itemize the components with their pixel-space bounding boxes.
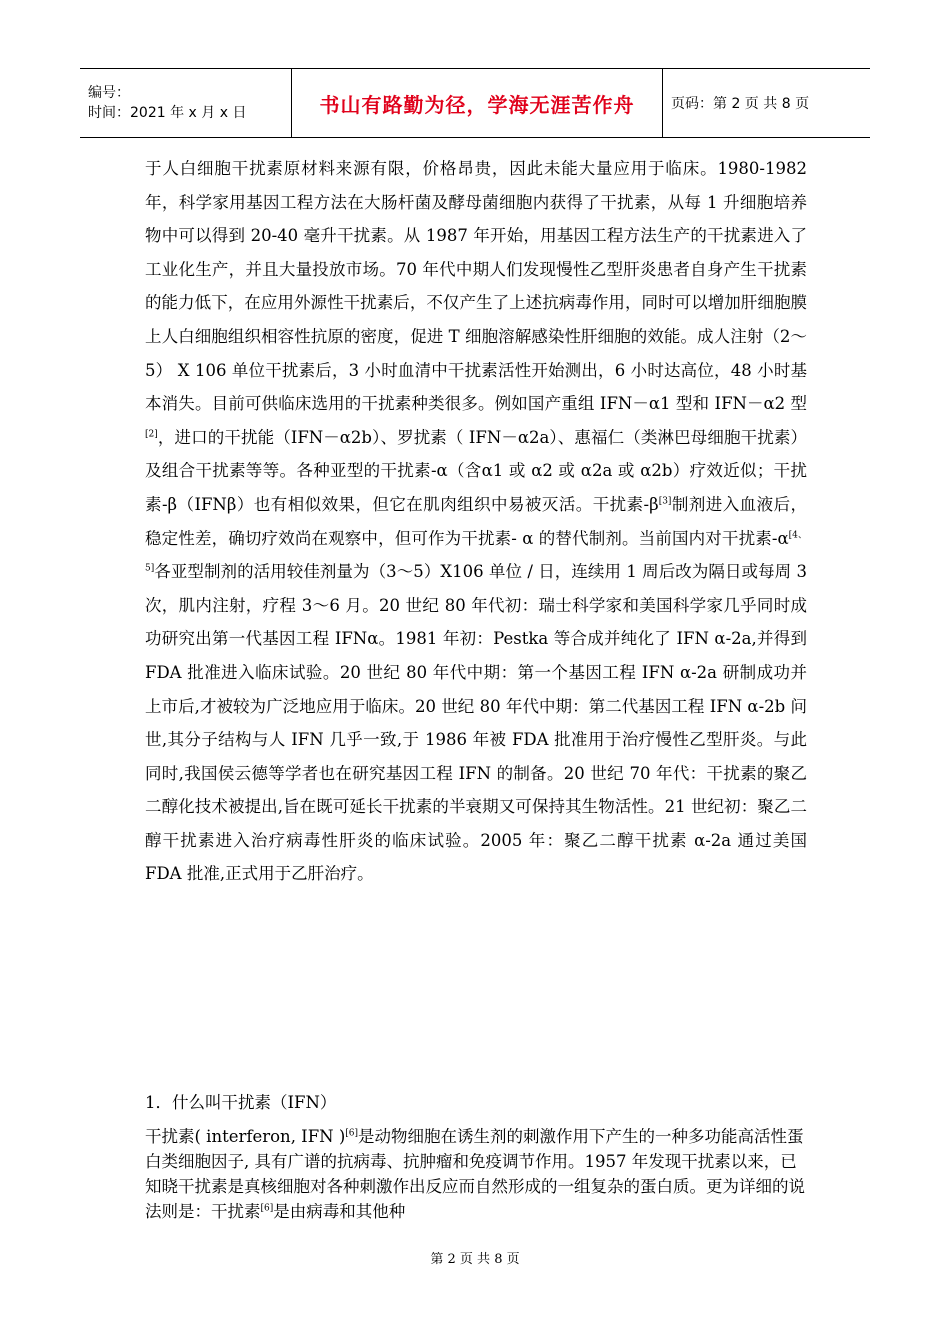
para2-part-b: 是动物细胞在诱生剂的刺激作用下产生的一种多功能高活性蛋白类细胞因子, 具有广谱的抗病毒、抗肿瘤和免疫调节作用。1957 年发现干扰素以来，已知晓干扰素是真核细胞对各种刺激作出反应而自然形成的一组复杂的蛋白质。更为详细的说法则是：干扰素 (145, 1127, 805, 1221)
definition-paragraph (145, 1124, 807, 1224)
number-label: 编号： (88, 85, 130, 101)
para1-part-c: 制剂进入血液后，稳定性差，确切疗效尚在观察中，但可作为干扰素- α 的替代制剂。当前国内对干扰素-α (145, 494, 808, 548)
page-header (80, 68, 870, 138)
main-paragraph (145, 152, 807, 891)
para2-part-c: 是由病毒和其他种 (273, 1202, 406, 1221)
para1-part-d: 各亚型制剂的活用较佳剂量为（3～5）X106 单位 / 日，连续用 1 周后改为隔日或每周 3 次，肌内注射，疗程 3～6 月。20 世纪 80 年代初：瑞士科学家和美国科学家几乎同时成功研究出第一代基因工程 IFNα。1981 年初：Pestka 等合成并纯化了 IFN α-2a,并得到 FDA 批准进入临床试验。20 世纪 80 年代中期：第一个基因工程 IFN α-2a 研制成功并上市后,才被较为广泛地应用于临床。20 世纪 80 年代中期：第二代基因工程 IFN α-2b 问世,其分子结构与人 IFN 几乎一致,于 1986 年被 FDA 批准用于治疗慢性乙型肝炎。与此同时,我国侯云德等学者也在研究基因工程 IFN 的制备。20 世纪 70 年代：干扰素的聚乙二醇化技术被提出,旨在既可延长干扰素的半衰期又可保持其生物活性。21 世纪初：聚乙二醇干扰素进入治疗病毒性肝炎的临床试验。2005 年：聚乙二醇干扰素 α-2a 通过美国 FDA 批准,正式用于乙肝治疗。 (145, 562, 807, 884)
citation-4-5: [4、5] (145, 530, 807, 574)
citation-6a: [6] (345, 1128, 359, 1139)
citation-2: [2] (145, 429, 158, 440)
para1-part-a: 于人白细胞干扰素原材料来源有限，价格昂贵，因此未能大量应用于临床。1980-1982 年，科学家用基因工程方法在大肠杆菌及酵母菌细胞内获得了干扰素，从每 1 升细胞培养物中可以得到 20-40 毫升干扰素。从 1987 年开始，用基因工程方法生产的干扰素进入了工业化生产，并且大量投放市场。70 年代中期人们发现慢性乙型肝炎患者自身产生干扰素的能力低下，在应用外源性干扰素后，不仅产生了上述抗病毒作用，同时可以增加肝细胞膜上人白细胞组织相容性抗原的密度，促进 T 细胞溶解感染性肝细胞的效能。成人注射（2～5） X 106 单位干扰素后，3 小时血清中干扰素活性开始测出，6 小时达高位，48 小时基本消失。目前可供临床选用的干扰素种类很多。例如国产重组 IFN－α1 型和 IFN－α2 型 (145, 159, 807, 414)
page-info-text: 页码：第 2 页 共 8 页 (671, 96, 810, 112)
para2-part-a: 干扰素( interferon, IFN ) (145, 1127, 346, 1146)
citation-3: [3] (658, 496, 672, 507)
motto-text: 书山有路勤为径，学海无涯苦作舟 (319, 92, 635, 117)
header-motto-cell (291, 69, 663, 137)
page-footer: 第 2 页 共 8 页 (430, 1252, 520, 1267)
citation-6b: [6] (260, 1203, 274, 1214)
header-page-info (663, 69, 870, 137)
para1-part-b: ，进口的干扰能（IFN－α2b）、罗扰素（ IFN－α2a）、惠福仁（类淋巴母细胞干扰素）及组合干扰素等等。各种亚型的干扰素-α（含α1 或 α2 或 α2a 或 α2b）疗效近似；干扰素-β（IFNβ）也有相似效果，但它在肌肉组织中易被灭活。干扰素-β (145, 427, 807, 514)
time-label: 时间：2021 年 x 月 x 日 (88, 105, 247, 121)
section-heading: 1．什么叫干扰素（IFN） (145, 1093, 337, 1112)
header-meta (80, 69, 291, 137)
